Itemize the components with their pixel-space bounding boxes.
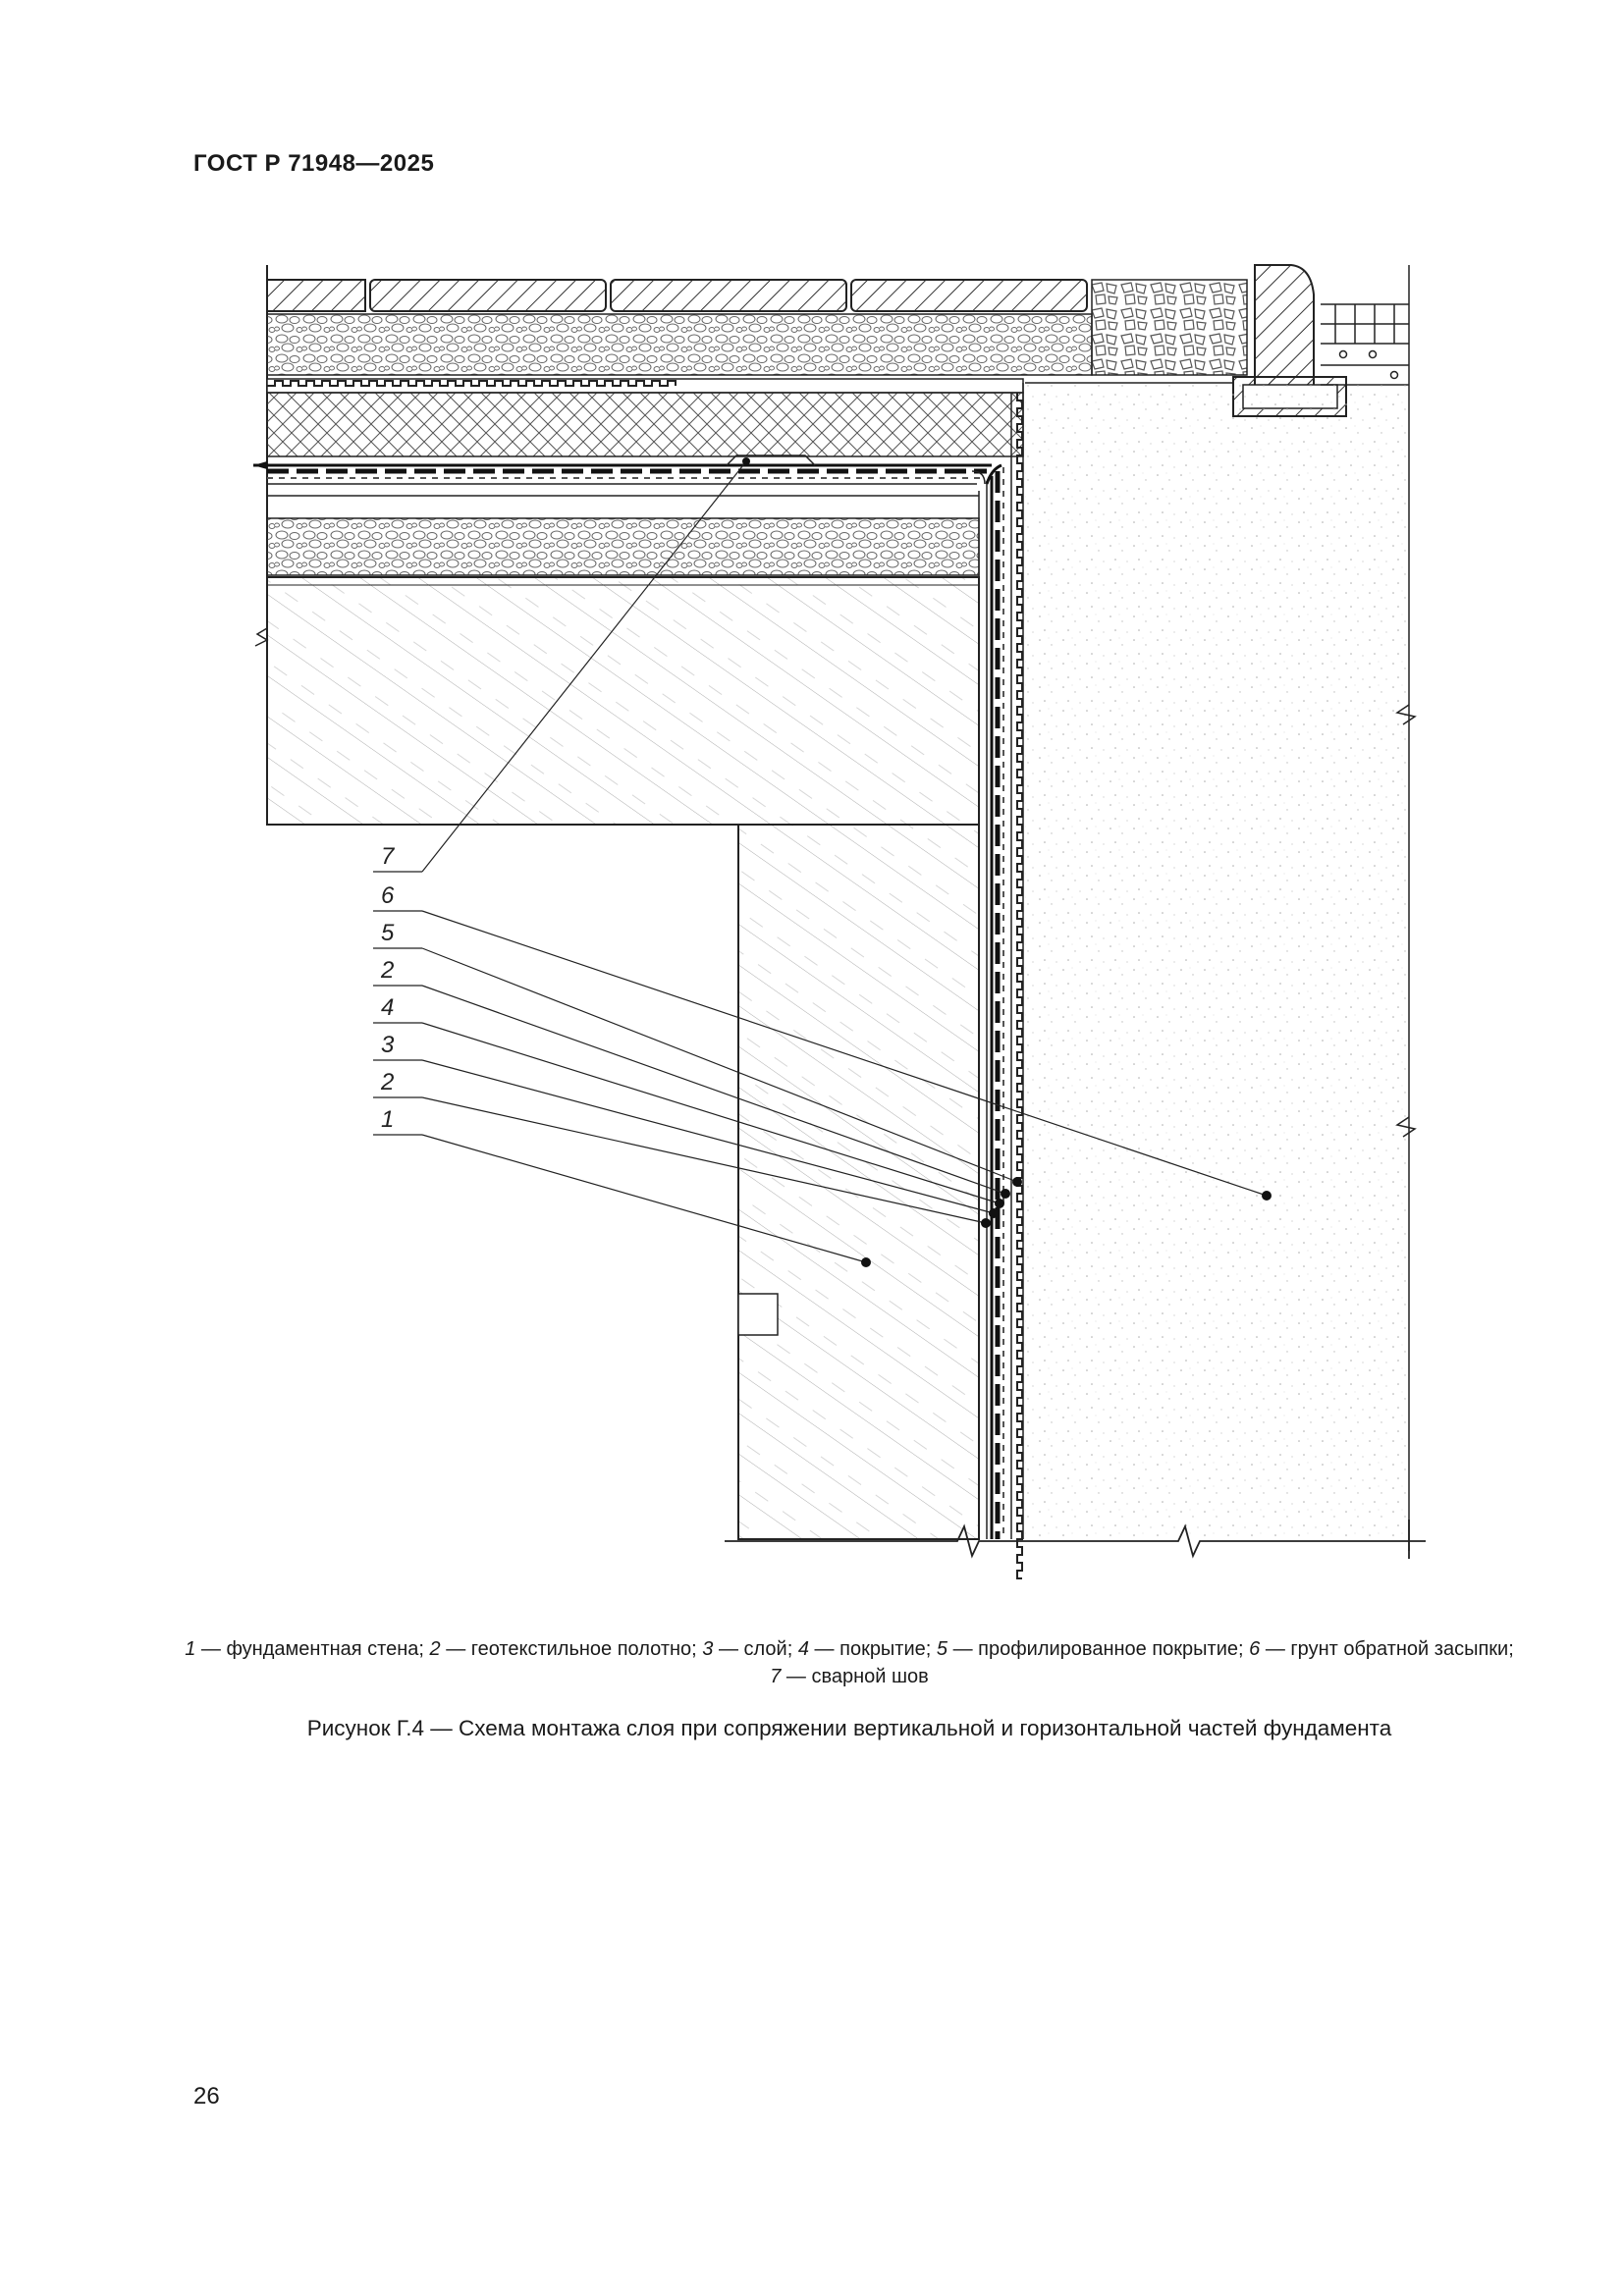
paving-tiles <box>267 280 1087 311</box>
callout-label-2a: 2 <box>381 957 395 984</box>
legend-text-4: покрытие <box>839 1638 926 1660</box>
waterproofing-horizontal <box>253 455 992 484</box>
callout-label-4: 4 <box>381 994 395 1021</box>
kerb-stone <box>1255 265 1314 388</box>
legend-num-6: 6 <box>1249 1638 1261 1660</box>
insulation-board <box>267 393 1023 456</box>
legend-text-6: грунт обратной засыпки <box>1290 1638 1509 1660</box>
legend-num-1: 1 <box>185 1638 196 1660</box>
callout-label-7: 7 <box>381 843 395 870</box>
callout-label-1: 1 <box>381 1106 395 1133</box>
legend-num-2: 2 <box>429 1638 441 1660</box>
callout-label-3: 3 <box>381 1032 395 1058</box>
callout-label-6: 6 <box>381 882 395 909</box>
backfill-soil <box>1025 383 1409 1539</box>
figure-legend: 1 — фундаментная стена; 2 — геотекстильное полотно; 3 — слой; 4 — покрытие; 5 — профилированное покрытие; 6 — грунт обратной засыпки; 7 — сварной шов <box>185 1638 1514 1687</box>
foundation-slab <box>267 577 979 825</box>
legend-num-4: 4 <box>797 1638 809 1660</box>
legend-text-7: сварной шов <box>811 1666 929 1687</box>
page-number: 26 <box>193 2083 220 2109</box>
legend-text-5: профилированное покрытие <box>978 1638 1239 1660</box>
gravel-underlayer <box>267 518 979 575</box>
legend-num-7: 7 <box>770 1666 782 1687</box>
legend-text-2: геотекстильное полотно <box>470 1638 692 1660</box>
callout-label-5: 5 <box>381 920 395 946</box>
callout-label-2b: 2 <box>381 1069 395 1095</box>
legend-text-3: слой <box>743 1638 787 1660</box>
document-header: ГОСТ Р 71948—2025 <box>193 150 435 177</box>
foundation-wall <box>738 825 979 1539</box>
legend-num-5: 5 <box>936 1638 948 1660</box>
legend-num-3: 3 <box>702 1638 714 1660</box>
gravel-bed <box>267 314 1092 375</box>
legend-text-1: фундаментная стена <box>226 1638 419 1660</box>
rubble-fill <box>1092 280 1247 375</box>
figure-caption: Рисунок Г.4 — Схема монтажа слоя при сопряжении вертикальной и горизонтальной частей фундамента <box>306 1716 1392 1740</box>
